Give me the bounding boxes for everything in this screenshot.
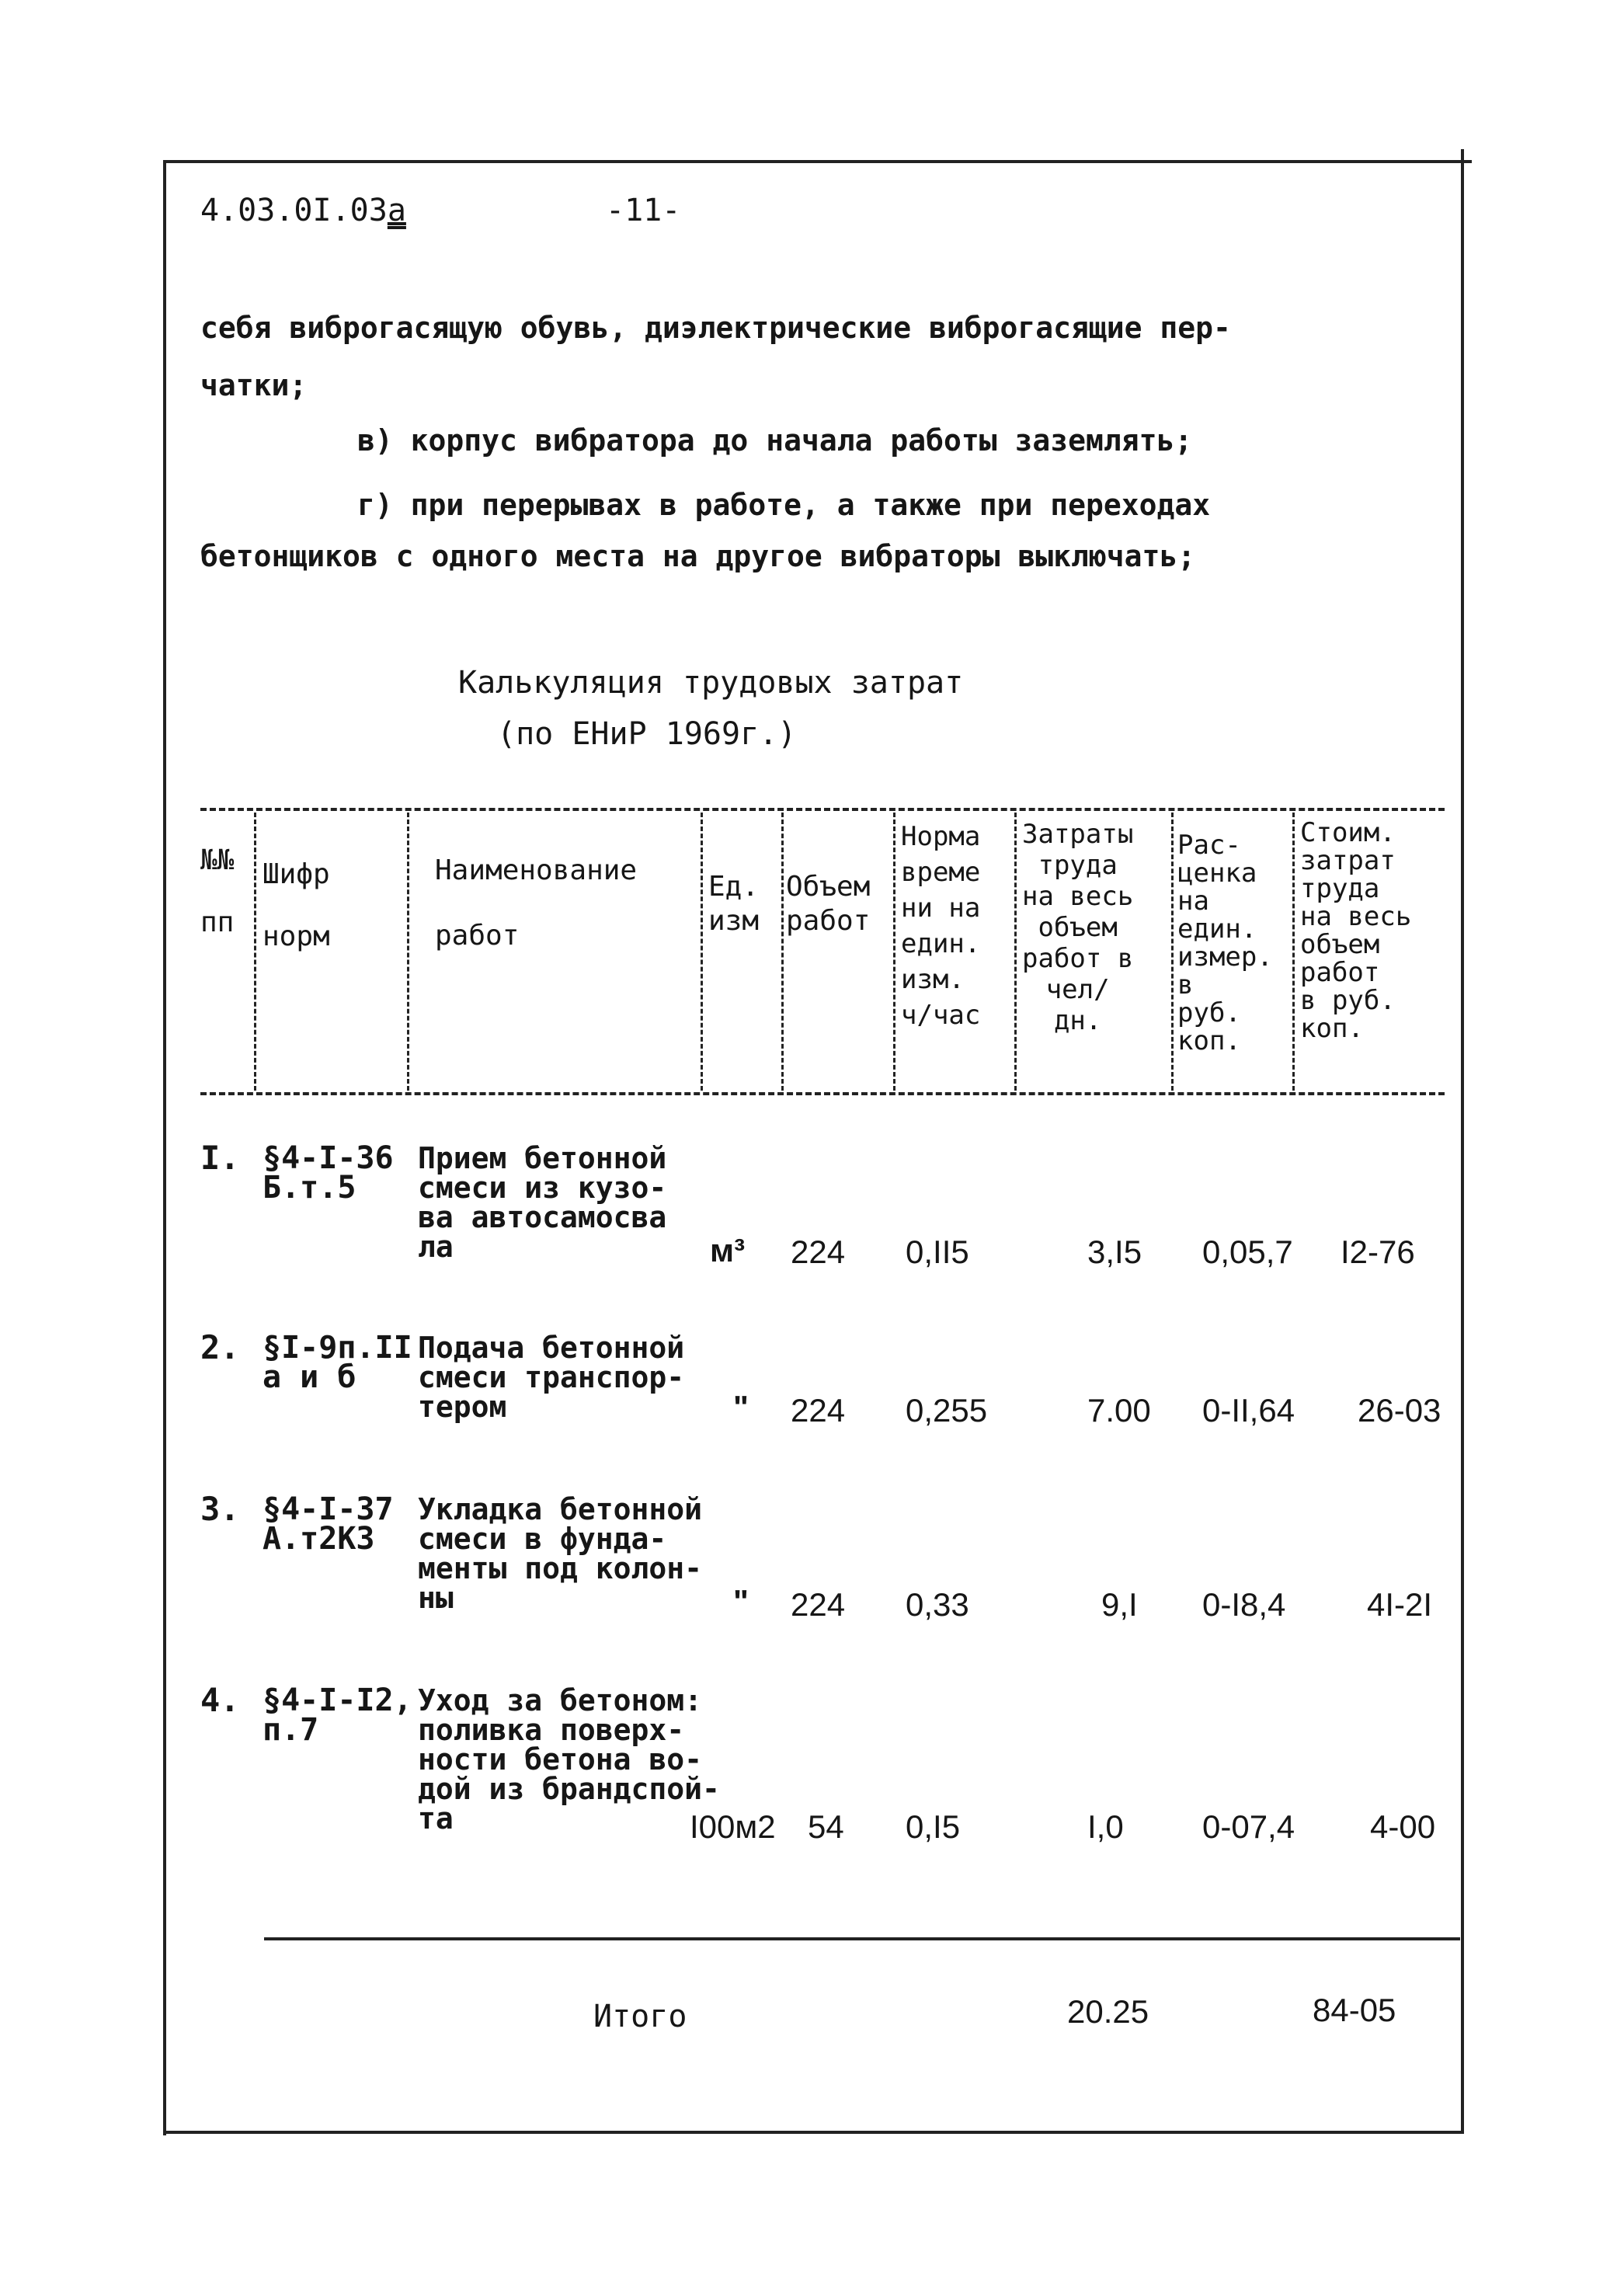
header-labor: Затраты труда на весь объем работ в чел/ дн. [1022,819,1134,1036]
row-code: §4-I-I2, п.7 [263,1683,412,1748]
row-number: 2. [200,1328,240,1366]
row-unit: " [733,1583,749,1620]
intro-item-g-line-1: г) при перерывах в работе, а также при переходах [357,488,1211,522]
column-divider-8 [1292,813,1295,1091]
header-number: №№ пп [200,844,235,938]
header-time-norm: Норма време ни на един. изм. ч/час [901,821,981,1031]
row-rate: 0,05,7 [1202,1234,1293,1270]
column-divider-5 [893,813,895,1091]
row-number: 3. [200,1490,240,1528]
header-rate: Рас- ценка на един. измер. в руб. коп. [1177,830,1273,1056]
intro-item-g-line-2: бетонщиков с одного места на другое вибраторы выключать; [200,539,1196,573]
table-subtitle: (по ЕНиР 1969г.) [497,716,797,752]
intro-line-2: чатки; [200,368,308,402]
intro-line-1: себя виброгасящую обувь, диэлектрические виброгасящие пер- [200,311,1231,345]
row-time-norm: 0,I5 [906,1808,961,1845]
row-cost: 4-00 [1370,1808,1436,1845]
column-divider-1 [254,813,256,1091]
row-work-name: Укладка бетонной смеси в фунда- менты под колон- ны [418,1492,703,1615]
column-divider-3 [701,813,703,1091]
row-number: 4. [200,1681,240,1719]
table-header-top-rule [200,808,1445,811]
row-volume: 224 [791,1586,846,1623]
row-unit: I00м2 [690,1808,776,1845]
column-divider-6 [1014,813,1017,1091]
row-code: §4-I-37 А.т2К3 [263,1491,394,1557]
header-name: Наименование работ [435,854,638,952]
page-frame-right [1461,149,1464,2134]
page-frame-bottom [163,2131,1464,2134]
row-cost: I2-76 [1341,1234,1415,1270]
row-time-norm: 0,33 [906,1586,969,1623]
header-cost: Стоим. затрат труда на весь объем работ в руб. коп. [1300,817,1412,1044]
intro-item-v: в) корпус вибратора до начала работы заземлять; [357,423,1193,458]
row-cost: 26-03 [1358,1392,1441,1429]
row-rate: 0-I8,4 [1202,1586,1286,1623]
row-cost: 4I-2I [1367,1586,1433,1623]
total-labor: 20.25 [1067,1993,1149,2030]
row-rate: 0-07,4 [1202,1808,1295,1845]
total-cost: 84-05 [1313,1992,1396,2028]
column-divider-2 [407,813,409,1091]
row-work-name: Уход за бетоном: поливка поверх- ности бетона во- дой из брандспой- та [418,1683,720,1836]
page-frame-top [163,160,1472,163]
row-rate: 0-II,64 [1202,1392,1295,1429]
row-work-name: Прием бетонной смеси из кузо- ва автосамосва ла [418,1141,667,1264]
header-unit: Ед. изм [708,871,760,937]
document-code [200,193,406,228]
row-volume: 54 [808,1808,844,1845]
page-frame-left [163,160,166,2135]
document-code-value: 4.03.0I.03 [200,193,388,228]
table-title: Калькуляция трудовых затрат [458,665,964,701]
table-header-bottom-rule [200,1092,1445,1095]
row-labor: 7.00 [1087,1392,1151,1429]
row-volume: 224 [791,1234,846,1270]
header-code: Шифр норм [263,858,330,952]
page-number: -11- [606,193,681,228]
row-labor: 3,I5 [1087,1234,1142,1270]
row-time-norm: 0,II5 [906,1234,969,1270]
row-unit: м³ [710,1232,746,1269]
row-labor: 9,I [1101,1586,1138,1623]
column-divider-4 [781,813,784,1091]
header-volume: Объем работ [786,871,871,937]
total-label: Итого [593,1999,687,2034]
column-divider-7 [1171,813,1174,1091]
row-work-name: Подача бетонной смеси транспор- тером [418,1331,685,1424]
total-rule [264,1937,1460,1940]
row-code: §I-9п.II а и б [263,1330,412,1395]
row-code: §4-I-36 Б.т.5 [263,1140,394,1206]
row-unit: " [733,1389,749,1425]
document-code-mark: а [387,193,406,228]
row-volume: 224 [791,1392,846,1429]
row-number: I. [200,1139,240,1177]
row-labor: I,0 [1087,1808,1124,1845]
row-time-norm: 0,255 [906,1392,988,1429]
